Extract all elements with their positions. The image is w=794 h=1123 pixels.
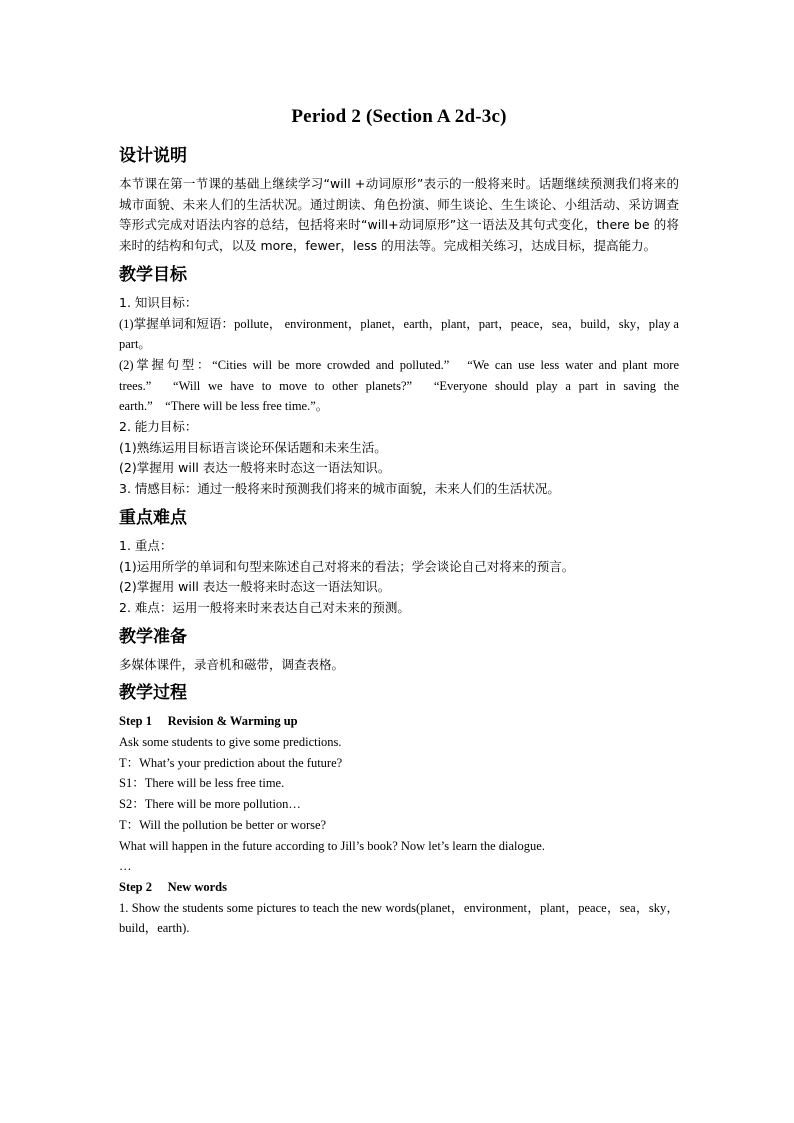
section-heading-keypoints: 重点难点 <box>119 507 187 528</box>
step-1-line: S1：There will be less free time. <box>119 776 285 791</box>
step-1-line: What will happen in the future according to Jill’s book? Now let’s learn the dialogue. <box>119 838 545 853</box>
step-1-line: S2：There will be more pollution… <box>119 797 301 812</box>
section-heading-preparation: 教学准备 <box>119 626 187 647</box>
section-heading-design: 设计说明 <box>119 146 187 166</box>
objective-line: 2. 能力目标： <box>119 419 198 435</box>
objective-line: (1)掌握单词和短语：pollute， environment，planet，earth，plant，part，peace，sea，build，sky，play a part。 <box>119 316 679 352</box>
keypoint-line: 2. 难点：运用一般将来时来表达自己对未来的预测。 <box>119 599 410 615</box>
step-2-title: Step 2 New words <box>119 879 227 894</box>
objective-line: (2)掌握句型：“Cities will be more crowded and polluted.” “We can use less water and plant more trees.” “Will we have to move to other planets?” “Everyone should play a part in saving the earth.” “There will be less free time.”。 <box>119 357 679 414</box>
document-body <box>119 104 679 939</box>
objective-line: (2)掌握用 will 表达一般将来时态这一语法知识。 <box>119 460 391 476</box>
step-1-title: Step 1 Revision & Warming up <box>119 714 298 729</box>
objective-line: 1. 知识目标： <box>119 294 198 310</box>
step-1-line: … <box>119 859 132 874</box>
keypoint-line: (2)掌握用 will 表达一般将来时态这一语法知识。 <box>119 579 391 595</box>
step-1-line: T：Will the pollution be better or worse? <box>119 817 327 832</box>
document-title: Period 2 (Section A 2d-3c) <box>291 106 507 127</box>
objective-line: (1)熟练运用目标语言谈论环保话题和未来生活。 <box>119 439 387 455</box>
keypoint-line: 1. 重点： <box>119 537 173 553</box>
design-description: 本节课在第一节课的基础上继续学习“will +动词原形”表示的一般将来时。话题继续预测我们将来的城市面貌、未来人们的生活状况。通过朗读、角色扮演、师生谈论、生生谈论、小组活动、采访调查等形式完成对语法内容的总结，包括将来时“will+动词原形”这一语法及其句式变化，there be 的将来时的结构和句式，以及 more，fewer，less 的用法等。完成相关练习，达成目标，提高能力。 <box>119 176 679 254</box>
keypoint-line: (1)运用所学的单词和句型来陈述自己对将来的看法；学会谈论自己对将来的预言。 <box>119 558 575 574</box>
step-1-line: T：What’s your prediction about the future? <box>119 755 343 770</box>
section-heading-objectives: 教学目标 <box>119 264 187 285</box>
section-heading-process: 教学过程 <box>119 683 187 704</box>
objective-line: 3. 情感目标：通过一般将来时预测我们将来的城市面貌，未来人们的生活状况。 <box>119 481 560 497</box>
step-2-line: 1. Show the students some pictures to teach the new words(planet，environment，plant，peace，sea，sky，build，earth). <box>119 900 679 936</box>
preparation-text: 多媒体课件，录音机和磁带，调查表格。 <box>119 656 345 672</box>
step-1-line: Ask some students to give some predictions. <box>119 735 342 750</box>
